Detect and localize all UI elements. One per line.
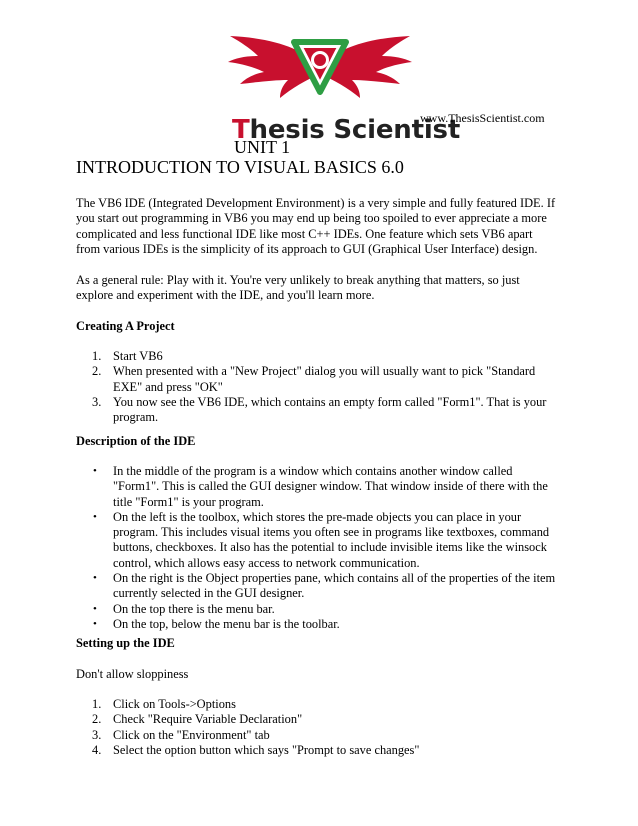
list-item: [0, 617, 638, 632]
winged-triangle-emblem-icon: [222, 28, 418, 102]
list-item-text: Click on the "Environment" tab: [113, 727, 270, 742]
setup-list: [0, 697, 638, 758]
list-item: [0, 712, 638, 727]
description-heading: Description of the IDE: [76, 434, 196, 448]
paragraph-line: The VB6 IDE (Integrated Development Environment) is a very simple and fully featured IDE. If: [76, 196, 556, 210]
unit-heading: UNIT 1: [234, 137, 291, 157]
list-item: [0, 743, 638, 758]
paragraph-line: you start out programming in VB6 you may end up being too spoiled to ever appreciate a more: [76, 211, 547, 226]
list-item-text: On the right is the Object properties pane, which contains all of the properties of the item: [113, 571, 556, 586]
list-item-text: Start VB6: [113, 349, 163, 363]
thesis-scientist-logo: [222, 28, 461, 145]
setup-note: Don't allow sloppiness: [76, 667, 189, 681]
list-number: 3.: [92, 727, 102, 742]
paragraph-line: As a general rule: Play with it. You're very unlikely to break anything that matters, so just: [76, 273, 520, 287]
list-item-text: title "Form1" is your program.: [113, 494, 264, 509]
intro-paragraph: [76, 196, 576, 257]
list-item-text: On the top, below the menu bar is the toolbar.: [113, 616, 340, 631]
logo-wordmark: Thesis Scientist: [232, 115, 461, 145]
setup-heading: Setting up the IDE: [76, 636, 175, 650]
list-number: 1.: [92, 349, 102, 363]
list-item: [0, 349, 638, 364]
creating-project-list: [0, 349, 638, 425]
list-number: 4.: [92, 742, 102, 757]
site-url-text: www.ThesisScientist.com: [420, 111, 545, 125]
bullet-icon: •: [93, 572, 97, 585]
list-item-text: "Form1". This is called the GUI designer window. That window inside of there with the: [113, 479, 548, 494]
bullet-icon: •: [93, 465, 97, 477]
list-item-text: currently selected in the GUI designer.: [113, 586, 305, 601]
list-item-text: Check "Require Variable Declaration": [113, 712, 303, 727]
list-item: [0, 464, 638, 510]
creating-project-heading: Creating A Project: [76, 319, 175, 333]
list-item-text: program.: [113, 410, 159, 425]
description-list: [0, 464, 638, 632]
paragraph-line: from various IDEs is the simplicity of its approach to GUI (Graphical User Interface) design.: [76, 241, 538, 256]
list-item: [0, 728, 638, 743]
general-rule-paragraph: [76, 273, 576, 304]
list-item-text: buttons, checkboxes. It also has the potential to include invisible items like the winsock: [113, 540, 547, 555]
list-item: [0, 364, 638, 395]
list-item-text: program. This includes visual items you often see in programs like textboxes, command: [113, 525, 550, 540]
list-item-text: control, which allows easy access to network communication.: [113, 555, 420, 570]
list-number: 2.: [92, 364, 102, 379]
list-number: 3.: [92, 394, 102, 409]
bullet-icon: •: [93, 602, 97, 615]
list-item: [0, 602, 638, 617]
paragraph-line: complicated and less functional IDE like most C++ IDEs. One feature which sets VB6 apart: [76, 226, 533, 241]
bullet-icon: •: [93, 510, 97, 523]
list-item-text: On the top there is the menu bar.: [113, 601, 275, 616]
list-item-text: On the left is the toolbox, which stores the pre-made objects you can place in your: [113, 509, 522, 524]
list-item-text: When presented with a "New Project" dialog you will usually want to pick "Standard: [113, 364, 536, 379]
list-item: [0, 510, 638, 571]
list-item-text: You now see the VB6 IDE, which contains an empty form called "Form1". That is your: [113, 394, 547, 409]
paragraph-line: explore and experiment with the IDE, and you'll learn more.: [76, 288, 375, 303]
list-item-text: In the middle of the program is a window which contains another window called: [113, 464, 513, 478]
list-number: 1.: [92, 697, 102, 711]
list-item-text: EXE" and press "OK": [113, 379, 223, 394]
bullet-icon: •: [93, 617, 97, 630]
page-title: INTRODUCTION TO VISUAL BASICS 6.0: [76, 157, 404, 177]
list-item-text: Select the option button which says "Prompt to save changes": [113, 742, 420, 757]
list-item: [0, 571, 638, 602]
list-number: 2.: [92, 712, 102, 727]
list-item-text: Click on Tools->Options: [113, 697, 236, 711]
list-item: [0, 395, 638, 426]
list-item: [0, 697, 638, 712]
